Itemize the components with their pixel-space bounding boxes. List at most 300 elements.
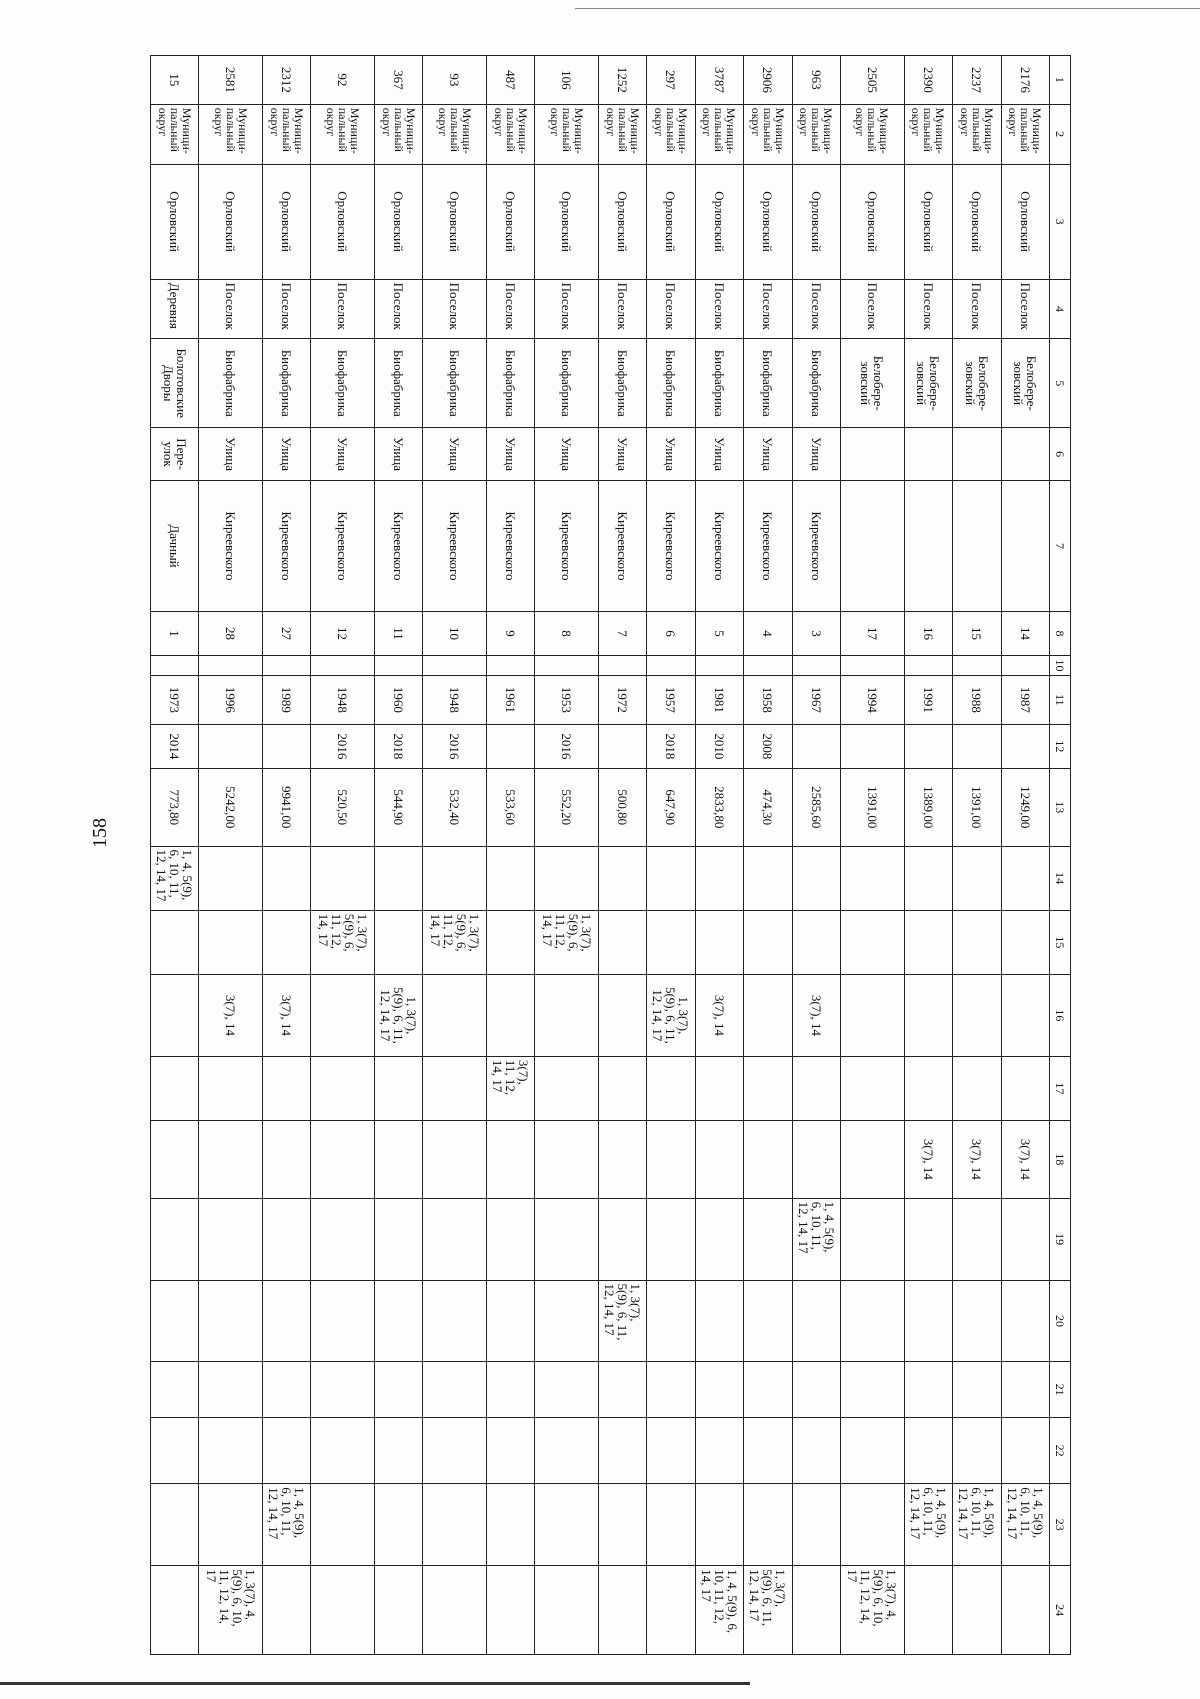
table-cell	[374, 1566, 422, 1655]
table-cell: 10	[423, 611, 486, 655]
table-cell	[423, 1566, 486, 1655]
table-cell: 1, 4, 5(9), 6, 10, 11, 12, 14, 17	[151, 846, 200, 910]
table-cell: Улица	[262, 428, 310, 481]
table-cell: 1, 4, 5(9), 6, 10, 11, 12, 14, 17	[792, 1198, 840, 1280]
table-cell: Поселок	[374, 279, 422, 339]
table-cell	[486, 1280, 534, 1362]
table-cell: Поселок	[1001, 279, 1049, 339]
table-row	[647, 56, 695, 1655]
table-cell	[486, 1417, 534, 1483]
table-cell: Белобере- зовский	[953, 339, 1001, 428]
table-cell: 1	[151, 611, 200, 655]
table-cell	[1001, 1362, 1049, 1417]
table-cell: Поселок	[904, 279, 952, 339]
table-cell	[423, 656, 486, 676]
table-cell: Белобере- зовский	[904, 339, 952, 428]
table-cell: 3(7), 14	[695, 974, 743, 1056]
table-cell: Орловский	[792, 164, 840, 279]
table-cell: 1, 4, 5(9), 6, 10, 11, 12, 14, 17	[695, 1566, 743, 1655]
table-cell	[311, 1484, 374, 1566]
table-cell: Орловский	[311, 164, 374, 279]
table-cell: Улица	[486, 428, 534, 481]
table-cell: 2237	[953, 56, 1001, 105]
table-cell: 1, 3(7), 5(9), 6, 11, 12, 14, 17	[647, 974, 695, 1056]
table-cell	[423, 974, 486, 1056]
table-cell: Орловский	[695, 164, 743, 279]
table-cell	[374, 1362, 422, 1417]
table-cell	[744, 656, 792, 676]
table-cell	[841, 1280, 904, 1362]
table-cell: Орловский	[199, 164, 262, 279]
table-row	[1001, 56, 1049, 1655]
table-cell: 474,30	[744, 769, 792, 847]
table-cell	[953, 656, 1001, 676]
table-cell	[199, 1417, 262, 1483]
table-cell	[1001, 724, 1049, 768]
table-cell: 2581	[199, 56, 262, 105]
table-cell: Киреевского	[535, 481, 598, 612]
table-cell	[953, 1566, 1001, 1655]
table-cell: Киреевского	[647, 481, 695, 612]
table-cell: Улица	[792, 428, 840, 481]
table-cell	[374, 1121, 422, 1199]
table-cell	[1001, 1198, 1049, 1280]
table-cell	[953, 1362, 1001, 1417]
table-cell: Поселок	[841, 279, 904, 339]
table-cell	[151, 974, 200, 1056]
table-cell	[311, 1121, 374, 1199]
table-cell	[311, 656, 374, 676]
table-cell	[535, 846, 598, 910]
table-cell: Орловский	[535, 164, 598, 279]
table-cell	[647, 1362, 695, 1417]
table-cell	[904, 910, 952, 974]
table-cell: Белобере- зовский	[841, 339, 904, 428]
table-cell	[374, 1056, 422, 1120]
table-cell: Биофабрика	[598, 339, 646, 428]
table-cell	[374, 656, 422, 676]
table-cell: Поселок	[486, 279, 534, 339]
table-cell	[953, 974, 1001, 1056]
table-cell	[598, 1484, 646, 1566]
table-cell: 1249,00	[1001, 769, 1049, 847]
table-cell: Орловский	[374, 164, 422, 279]
table-cell: Пере- улок	[151, 428, 200, 481]
table-cell	[535, 1056, 598, 1120]
table-cell: 9941,00	[262, 769, 310, 847]
table-cell	[311, 1566, 374, 1655]
table-cell	[535, 656, 598, 676]
table-cell: Поселок	[423, 279, 486, 339]
table-cell	[598, 846, 646, 910]
table-cell: Поселок	[199, 279, 262, 339]
table-cell: 1, 4, 5(9), 6, 10, 11, 12, 14, 17	[904, 1484, 952, 1566]
table-body	[151, 56, 1050, 1655]
table-cell: Улица	[535, 428, 598, 481]
table-cell	[841, 481, 904, 612]
table-cell	[1001, 1280, 1049, 1362]
table-cell	[744, 1198, 792, 1280]
table-cell	[953, 1280, 1001, 1362]
table-cell	[904, 974, 952, 1056]
table-cell: 3(7), 14	[262, 974, 310, 1056]
table-cell: 15	[953, 611, 1001, 655]
table-cell: 1, 4, 5(9), 6, 10, 11, 12, 14, 17	[1001, 1484, 1049, 1566]
table-cell: 1960	[374, 676, 422, 725]
table-cell	[744, 910, 792, 974]
table-cell	[311, 1417, 374, 1483]
table-cell	[744, 1484, 792, 1566]
table-cell: Муници- пальный округ	[262, 104, 310, 164]
table-cell: 1953	[535, 676, 598, 725]
table-cell	[647, 1484, 695, 1566]
table-cell	[695, 1280, 743, 1362]
table-cell: 1961	[486, 676, 534, 725]
table-cell	[535, 1198, 598, 1280]
table-cell	[792, 656, 840, 676]
table-cell: Киреевского	[423, 481, 486, 612]
table-cell: Биофабрика	[792, 339, 840, 428]
top-rule	[575, 8, 1200, 9]
table-cell: Орловский	[841, 164, 904, 279]
table-cell	[904, 1198, 952, 1280]
table-cell: Биофабрика	[262, 339, 310, 428]
table-cell: Улица	[598, 428, 646, 481]
table-cell: 7	[598, 611, 646, 655]
table-cell	[1001, 846, 1049, 910]
table-cell: Муници- пальный округ	[598, 104, 646, 164]
column-header: 24	[1050, 1566, 1071, 1655]
table-cell	[199, 1484, 262, 1566]
table-cell	[423, 1484, 486, 1566]
table-row	[374, 56, 422, 1655]
table-cell	[792, 1121, 840, 1199]
table-cell: Орловский	[423, 164, 486, 279]
table-cell: 1, 3(7), 5(9), 6, 11, 12, 14, 17	[598, 1280, 646, 1362]
table-cell	[374, 910, 422, 974]
table-cell	[1001, 1056, 1049, 1120]
table-cell	[311, 1198, 374, 1280]
table-cell: Поселок	[953, 279, 1001, 339]
table-cell	[598, 1056, 646, 1120]
table-cell: 16	[904, 611, 952, 655]
table-cell	[695, 1362, 743, 1417]
table-cell	[199, 1198, 262, 1280]
table-cell	[841, 1417, 904, 1483]
table-cell: Биофабрика	[744, 339, 792, 428]
table-cell	[262, 910, 310, 974]
table-cell: Киреевского	[311, 481, 374, 612]
table-cell	[311, 846, 374, 910]
table-cell: Болотовские Дворы	[151, 339, 200, 428]
table-cell	[151, 656, 200, 676]
table-cell: 1948	[311, 676, 374, 725]
table-cell: Поселок	[792, 279, 840, 339]
table-cell: Киреевского	[792, 481, 840, 612]
table-cell: 3(7), 11, 12, 14, 17	[486, 1056, 534, 1120]
table-cell	[841, 656, 904, 676]
table-row	[598, 56, 646, 1655]
column-header: 11	[1050, 676, 1071, 725]
table-cell: Улица	[423, 428, 486, 481]
table-cell	[792, 1484, 840, 1566]
table-cell: 1967	[792, 676, 840, 725]
table-cell	[486, 910, 534, 974]
table-cell	[311, 1056, 374, 1120]
register-table	[150, 55, 1071, 1655]
table-cell: Муници- пальный округ	[647, 104, 695, 164]
table-row	[904, 56, 952, 1655]
table-cell	[1001, 1566, 1049, 1655]
table-cell: Орловский	[1001, 164, 1049, 279]
table-cell: Муници- пальный округ	[151, 104, 200, 164]
table-cell	[486, 1566, 534, 1655]
column-header: 10	[1050, 656, 1071, 676]
column-header: 23	[1050, 1484, 1071, 1566]
table-cell: 1, 4, 5(9), 6, 10, 11, 12, 14, 17	[953, 1484, 1001, 1566]
bottom-rule	[0, 1682, 750, 1685]
table-cell	[486, 1121, 534, 1199]
table-cell: 1391,00	[841, 769, 904, 847]
table-cell	[695, 846, 743, 910]
table-cell: 3(7), 14	[904, 1121, 952, 1199]
table-cell	[647, 656, 695, 676]
table-cell: 1391,00	[953, 769, 1001, 847]
table-cell: Поселок	[647, 279, 695, 339]
table-cell: 12	[311, 611, 374, 655]
table-cell	[423, 1056, 486, 1120]
table-cell	[647, 910, 695, 974]
table-cell	[486, 974, 534, 1056]
table-cell: 1252	[598, 56, 646, 105]
table-cell: 1981	[695, 676, 743, 725]
table-cell	[199, 656, 262, 676]
table-cell: 1, 3(7), 5(9), 6, 11, 12, 14, 17	[423, 910, 486, 974]
table-cell: 5	[695, 611, 743, 655]
table-cell: 2312	[262, 56, 310, 105]
table-cell: Муници- пальный округ	[841, 104, 904, 164]
table-cell: Биофабрика	[199, 339, 262, 428]
table-cell: 2176	[1001, 56, 1049, 105]
table-cell	[647, 846, 695, 910]
table-cell	[953, 910, 1001, 974]
table-cell	[311, 974, 374, 1056]
column-header: 22	[1050, 1417, 1071, 1483]
table-cell	[904, 1280, 952, 1362]
table-cell: Орловский	[744, 164, 792, 279]
table-cell	[262, 1566, 310, 1655]
table-cell	[744, 1362, 792, 1417]
table-cell	[695, 1417, 743, 1483]
table-cell	[647, 1417, 695, 1483]
table-cell	[535, 1280, 598, 1362]
table-cell: Орловский	[151, 164, 200, 279]
column-header: 17	[1050, 1056, 1071, 1120]
table-cell	[647, 1056, 695, 1120]
table-cell	[262, 724, 310, 768]
table-row	[535, 56, 598, 1655]
table-cell	[535, 974, 598, 1056]
table-cell: Муници- пальный округ	[535, 104, 598, 164]
table-cell: 2008	[744, 724, 792, 768]
table-cell: 1389,00	[904, 769, 952, 847]
table-cell	[374, 1417, 422, 1483]
table-cell: 5242,00	[199, 769, 262, 847]
table-cell	[1001, 656, 1049, 676]
table-cell	[199, 910, 262, 974]
table-cell	[151, 1280, 200, 1362]
table-cell	[262, 656, 310, 676]
table-cell	[792, 1566, 840, 1655]
table-cell	[792, 910, 840, 974]
table-cell	[151, 1198, 200, 1280]
table-cell	[199, 1362, 262, 1417]
table-cell	[598, 1566, 646, 1655]
table-cell	[647, 1280, 695, 1362]
column-header: 4	[1050, 279, 1071, 339]
table-cell: Киреевского	[262, 481, 310, 612]
table-cell: Белобере- зовский	[1001, 339, 1049, 428]
table-cell	[598, 724, 646, 768]
table-cell	[374, 1198, 422, 1280]
table-cell	[904, 481, 952, 612]
table-cell	[953, 481, 1001, 612]
table-cell: 2505	[841, 56, 904, 105]
table-row	[841, 56, 904, 1655]
table-cell	[486, 724, 534, 768]
table-cell: Муници- пальный округ	[311, 104, 374, 164]
table-cell	[695, 1121, 743, 1199]
table-cell	[423, 1198, 486, 1280]
table-cell	[904, 656, 952, 676]
table-cell: 28	[199, 611, 262, 655]
column-header: 18	[1050, 1121, 1071, 1199]
table-cell	[904, 724, 952, 768]
table-cell: Улица	[199, 428, 262, 481]
column-header: 6	[1050, 428, 1071, 481]
table-cell: 11	[374, 611, 422, 655]
page-number: 158	[89, 818, 111, 848]
table-cell	[151, 1056, 200, 1120]
table-cell: 552,20	[535, 769, 598, 847]
table-cell: Биофабрика	[647, 339, 695, 428]
table-cell: 27	[262, 611, 310, 655]
table-cell: 1991	[904, 676, 952, 725]
table-cell	[598, 910, 646, 974]
table-cell: Муници- пальный округ	[1001, 104, 1049, 164]
table-cell: 106	[535, 56, 598, 105]
table-cell: 14	[1001, 611, 1049, 655]
table-cell	[199, 1121, 262, 1199]
table-cell	[199, 1280, 262, 1362]
table-cell: 2390	[904, 56, 952, 105]
table-cell: 9	[486, 611, 534, 655]
table-cell	[535, 1121, 598, 1199]
table-cell: 1, 3(7), 4, 5(9), 6, 10, 11, 12, 14, 17	[841, 1566, 904, 1655]
table-cell: Биофабрика	[374, 339, 422, 428]
table-cell	[1001, 428, 1049, 481]
table-cell: 2016	[535, 724, 598, 768]
table-cell	[904, 1362, 952, 1417]
table-cell	[262, 1417, 310, 1483]
table-cell	[953, 1198, 1001, 1280]
table-cell: 1, 3(7), 5(9), 6, 11, 12, 14, 17	[311, 910, 374, 974]
table-cell: 297	[647, 56, 695, 105]
table-cell: 963	[792, 56, 840, 105]
table-cell: 4	[744, 611, 792, 655]
table-cell	[792, 1056, 840, 1120]
table-cell	[792, 1362, 840, 1417]
table-cell	[535, 1417, 598, 1483]
table-cell: Улица	[647, 428, 695, 481]
table-cell	[695, 656, 743, 676]
table-cell: Киреевского	[695, 481, 743, 612]
table-cell	[695, 1198, 743, 1280]
table-cell	[151, 1484, 200, 1566]
table-cell: 3(7), 14	[792, 974, 840, 1056]
table-cell: Муници- пальный округ	[374, 104, 422, 164]
column-header: 7	[1050, 481, 1071, 612]
table-cell: 773,80	[151, 769, 200, 847]
table-cell: 1994	[841, 676, 904, 725]
table-cell: 367	[374, 56, 422, 105]
table-cell	[792, 1417, 840, 1483]
table-cell: 2016	[311, 724, 374, 768]
table-cell: 520,50	[311, 769, 374, 847]
table-cell: 2018	[647, 724, 695, 768]
table-cell: Поселок	[262, 279, 310, 339]
table-cell: 1996	[199, 676, 262, 725]
table-cell: 487	[486, 56, 534, 105]
table-cell: 1, 3(7), 4, 5(9), 6, 10, 11, 12, 14, 17	[199, 1566, 262, 1655]
table-row	[311, 56, 374, 1655]
table-cell: Биофабрика	[423, 339, 486, 428]
table-cell	[695, 1056, 743, 1120]
table-cell	[953, 846, 1001, 910]
table-cell	[423, 1417, 486, 1483]
table-cell: Киреевского	[199, 481, 262, 612]
table-cell: Муници- пальный округ	[486, 104, 534, 164]
column-header: 21	[1050, 1362, 1071, 1417]
table-cell: Киреевского	[598, 481, 646, 612]
table-cell: 1, 3(7), 5(9), 6, 11, 12, 14, 17	[374, 974, 422, 1056]
table-cell	[423, 1280, 486, 1362]
table-cell: Орловский	[486, 164, 534, 279]
table-cell: Улица	[695, 428, 743, 481]
table-cell: Улица	[744, 428, 792, 481]
table-cell: 2585,60	[792, 769, 840, 847]
table-cell	[423, 1362, 486, 1417]
table-row	[792, 56, 840, 1655]
table-cell	[262, 1121, 310, 1199]
table-cell: 3787	[695, 56, 743, 105]
table-cell	[598, 974, 646, 1056]
table-cell	[841, 1056, 904, 1120]
table-row	[262, 56, 310, 1655]
table-cell	[374, 1484, 422, 1566]
table-cell	[535, 1362, 598, 1417]
table-cell: Орловский	[953, 164, 1001, 279]
table-cell: Биофабрика	[695, 339, 743, 428]
table-cell: Киреевского	[744, 481, 792, 612]
table-cell: Муници- пальный округ	[199, 104, 262, 164]
table-cell	[598, 1198, 646, 1280]
table-cell: 92	[311, 56, 374, 105]
table-cell: Поселок	[695, 279, 743, 339]
table-cell	[374, 846, 422, 910]
table-cell	[262, 1362, 310, 1417]
table-cell	[841, 1198, 904, 1280]
